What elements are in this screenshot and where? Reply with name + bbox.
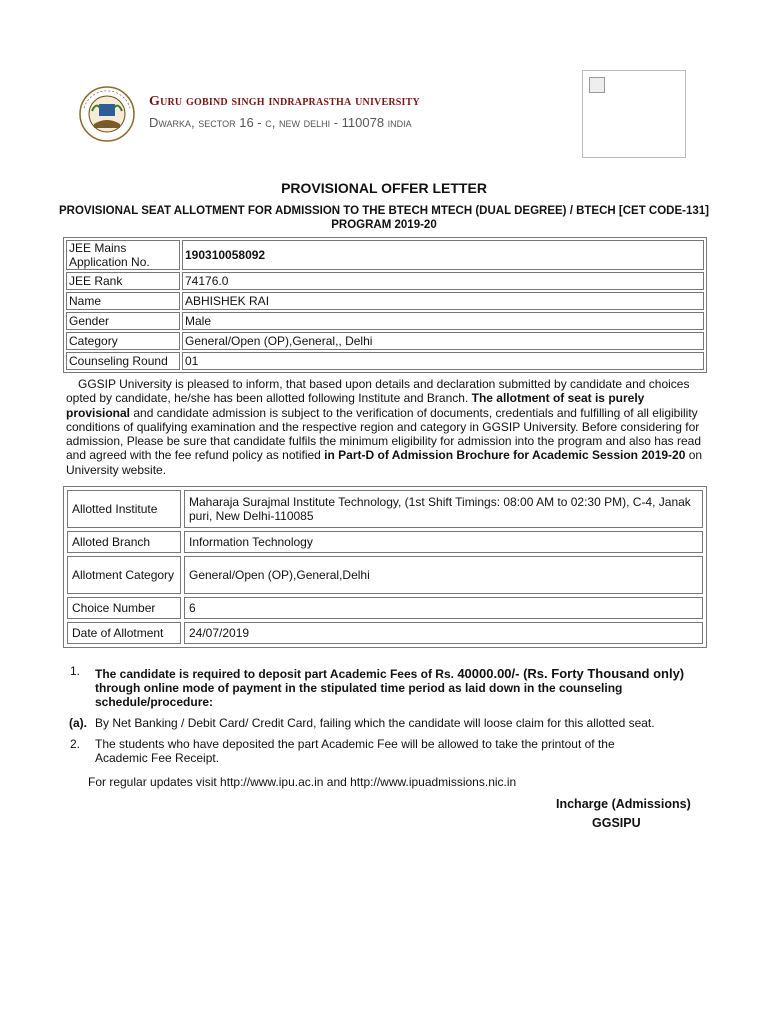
instruction-1-number: 1. <box>70 664 81 678</box>
table-row <box>67 490 703 528</box>
paragraph-bold-1: The allotment of seat is purely provisional <box>66 391 645 420</box>
table-row <box>66 240 704 270</box>
value-date-of-allotment: 24/07/2019 <box>184 622 703 644</box>
label-allotted-institute: Allotted Institute <box>67 490 181 528</box>
instruction-a-text: By Net Banking / Debit Card/ Credit Card, failing which the candidate will loose claim for this allotted seat. <box>95 716 655 730</box>
label-application-no: JEE Mains Application No. <box>66 240 180 270</box>
broken-image-icon <box>589 77 605 93</box>
page-subtitle: PROVISIONAL SEAT ALLOTMENT FOR ADMISSION TO THE BTECH MTECH (DUAL DEGREE) / BTECH [CET CODE-131] PROGRAM 2019-20 <box>59 205 709 231</box>
table-row <box>66 272 704 290</box>
signature-title: Incharge (Admissions) <box>556 797 691 811</box>
value-alloted-branch: Information Technology <box>184 531 703 553</box>
label-date-of-allotment: Date of Allotment <box>67 622 181 644</box>
instruction-1-amount: 40000.00/- (Rs. Forty Thousand only) <box>457 666 685 681</box>
table-row <box>66 332 704 350</box>
label-alloted-branch: Alloted Branch <box>67 531 181 553</box>
instruction-a-number: (a). <box>69 716 87 730</box>
value-allotment-category: General/Open (OP),General,Delhi <box>184 556 703 594</box>
value-choice-number: 6 <box>184 597 703 619</box>
table-row <box>67 597 703 619</box>
label-category: Category <box>66 332 180 350</box>
value-allotted-institute: Maharaja Surajmal Institute Technology, (1st Shift Timings: 08:00 AM to 02:30 PM), C-4, Janak puri, New Delhi-110085 <box>184 490 703 528</box>
university-address: Dwarka, sector 16 - c, new delhi - 110078 india <box>149 115 412 130</box>
paragraph-text-3: on University website. <box>66 448 703 477</box>
instruction-1-text <box>95 667 705 709</box>
value-name: ABHISHEK RAI <box>182 292 704 310</box>
label-gender: Gender <box>66 312 180 330</box>
instruction-1-text-b: through online mode of payment in the stipulated time period as laid down in the counseling schedule/procedure: <box>95 681 623 709</box>
signature-org: GGSIPU <box>592 816 641 830</box>
value-application-no: 190310058092 <box>182 240 704 270</box>
table-row <box>67 556 703 594</box>
value-gender: Male <box>182 312 704 330</box>
university-emblem-icon <box>72 78 142 148</box>
university-name: Guru gobind singh indraprastha university <box>149 94 420 109</box>
label-choice-number: Choice Number <box>67 597 181 619</box>
page-title: PROVISIONAL OFFER LETTER <box>281 180 487 196</box>
label-name: Name <box>66 292 180 310</box>
paragraph-text-1: GGSIP University is pleased to inform, that based upon details and declaration submitted by candidate and choices opted by candidate, he/she has been allotted following Institute and Branch. <box>66 377 690 406</box>
offer-paragraph <box>66 377 706 477</box>
instruction-1-text-a: The candidate is required to deposit part Academic Fees of Rs. <box>95 667 458 681</box>
table-row <box>66 312 704 330</box>
label-allotment-category: Allotment Category <box>67 556 181 594</box>
candidate-details-table <box>63 237 707 373</box>
value-category: General/Open (OP),General,, Delhi <box>182 332 704 350</box>
candidate-photo <box>582 70 686 158</box>
value-jee-rank: 74176.0 <box>182 272 704 290</box>
paragraph-text-2: and candidate admission is subject to the verification of documents, credentials and fulfilling of all eligibility conditions of qualifying examination and the respective region and category in GGSIP University. Before considering for admission, Please be sure that candidate fulfils the minimum eligibility for admission into the program and also has read and agreed with the fee refund policy as notified <box>66 405 701 463</box>
instruction-2-text: The students who have deposited the part Academic Fee will be allowed to take the printout of the Academic Fee Receipt. <box>95 737 615 765</box>
updates-note: For regular updates visit http://www.ipu.ac.in and http://www.ipuadmissions.nic.in <box>88 775 517 789</box>
label-counseling-round: Counseling Round <box>66 352 180 370</box>
table-row <box>66 292 704 310</box>
table-row <box>67 622 703 644</box>
label-jee-rank: JEE Rank <box>66 272 180 290</box>
table-row <box>66 352 704 370</box>
instruction-2-number: 2. <box>70 737 81 751</box>
table-row <box>67 531 703 553</box>
value-counseling-round: 01 <box>182 352 704 370</box>
allotment-table <box>63 486 707 648</box>
paragraph-bold-2: in Part-D of Admission Brochure for Academic Session 2019-20 <box>324 448 686 463</box>
